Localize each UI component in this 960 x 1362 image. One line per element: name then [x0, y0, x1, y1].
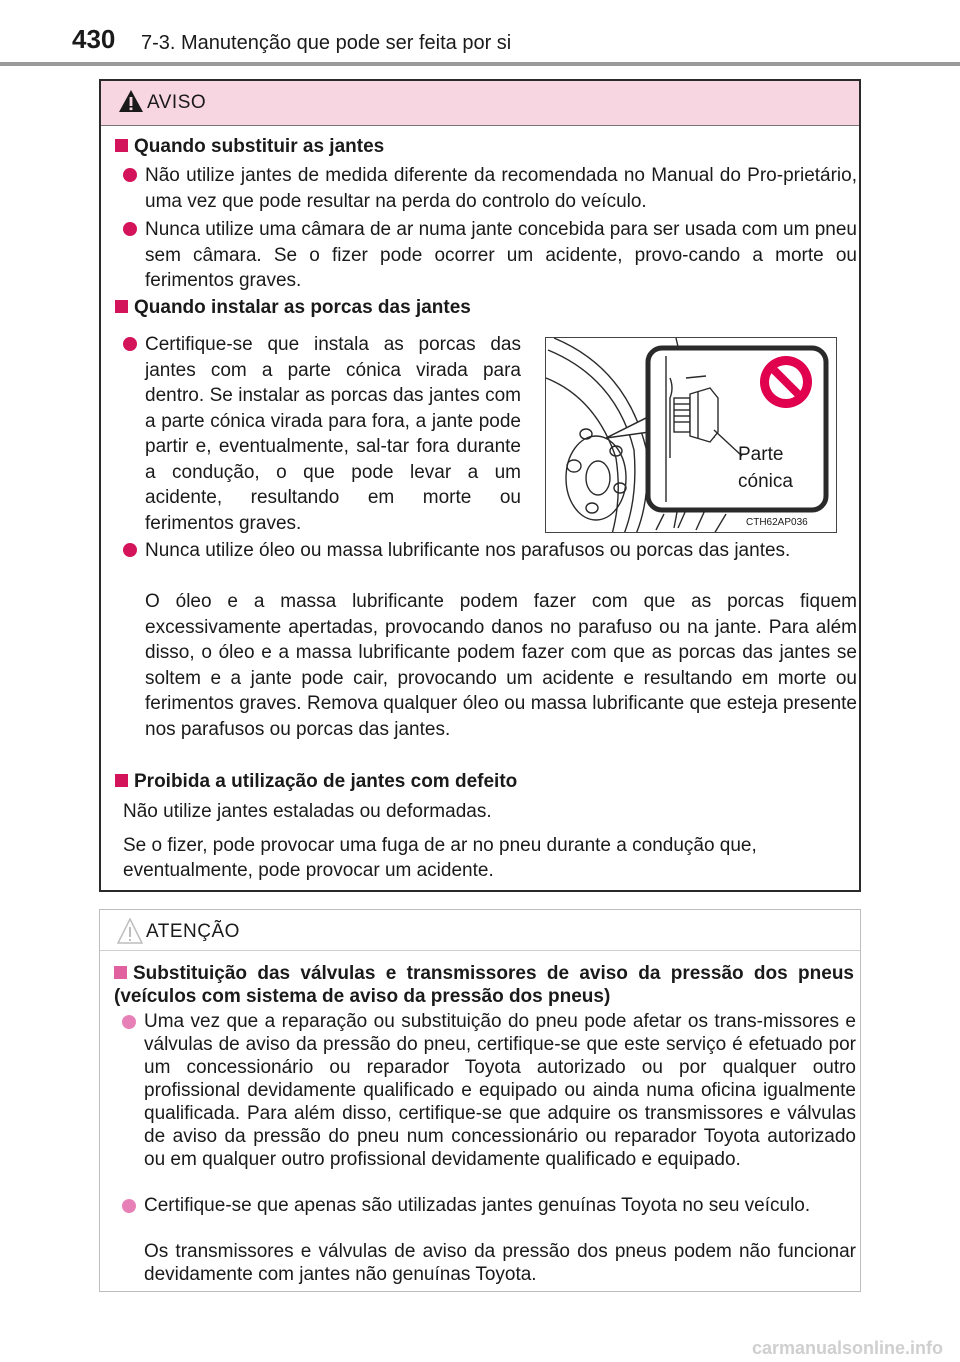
header-rule [0, 62, 960, 66]
bullet-dot-icon [123, 337, 137, 351]
bullet-dot-icon [123, 168, 137, 182]
section-heading-tpms: Substituição das válvulas e transmissores de aviso da pressão dos pneus (veículos com sistema de aviso da pressão dos pneus) [114, 963, 854, 1007]
bullet-dot-icon [122, 1199, 136, 1213]
watermark: carmanualsonline.info [752, 1338, 944, 1358]
warning-box [99, 79, 861, 892]
bullet-dot-icon [123, 222, 137, 236]
caution-header [100, 910, 860, 951]
section-heading-replace-wheels: Quando substituir as jantes [115, 136, 384, 158]
section-heading-defective-wheels: Proibida a utilização de jantes com defeito [115, 771, 517, 793]
list-item: Não utilize jantes de medida diferente da recomendada no Manual do Pro-prietário, uma vez que pode resultar na perda do controlo do veículo. [123, 163, 857, 214]
wheel-nut-illustration [545, 337, 837, 533]
section-square-icon [115, 139, 128, 152]
section-square-icon [115, 774, 128, 787]
section-heading-wheel-nuts: Quando instalar as porcas das jantes [115, 297, 471, 319]
list-item-continuation: O óleo e a massa lubrificante podem fazer com que as porcas fiquem excessivamente apertadas, provocando danos no parafuso ou na jante. Para além disso, o óleo e a massa lubrificante podem fazer com que as porcas das jantes se soltem e a jante pode cair, provocando um acidente e resultando em morte ou ferimentos graves. Remova qualquer óleo ou massa lubrificante que esteja presente nos parafusos ou porcas das jantes. [145, 591, 857, 740]
paragraph: Não utilize jantes estaladas ou deformadas. [123, 801, 492, 822]
bullet-dot-icon [122, 1015, 136, 1029]
caution-triangle-icon [117, 918, 143, 944]
caution-title: ATENÇÃO [146, 921, 240, 942]
warning-header [101, 81, 859, 126]
list-item: Certifique-se que apenas são utilizadas jantes genuínas Toyota no seu veículo. [122, 1194, 856, 1217]
warning-title: AVISO [147, 92, 207, 113]
list-item: Certifique-se que instala as porcas das jantes com a parte cónica virada para dentro. Se instalar as porcas das jantes com a parte cónica virada para fora, a jante pode partir e, eventualmente, sal-tar fora durante a condução, o que pode levar a um acidente, resultando em morte ou ferimentos graves. [123, 332, 521, 536]
list-item-continuation: Os transmissores e válvulas de aviso da pressão dos pneus podem não funcionar devidamente com jantes não genuínas Toyota. [144, 1241, 856, 1285]
caution-box [99, 909, 861, 1292]
figure-callout-label: Parte cónica [738, 444, 793, 492]
list-item: Nunca utilize uma câmara de ar numa jante concebida para ser usada com um pneu sem câmara. Se o fizer pode ocorrer um acidente, provo-cando a morte ou ferimentos graves. [123, 217, 857, 294]
page-header [0, 0, 960, 70]
list-item: Nunca utilize óleo ou massa lubrificante nos parafusos ou porcas das jantes. [123, 538, 857, 564]
list-item: Uma vez que a reparação ou substituição do pneu pode afetar os trans-missores e válvulas de aviso da pressão do pneu, certifique-se que este serviço é efetuado por um concessionário ou reparador Toyota autorizado ou por qualquer outro profissional devidamente qualificado e equipado ou ainda numa oficina igualmente qualificada. Para além disso, certifique-se que adquire os transmissores e válvulas de aviso da pressão do pneu num concessionário ou reparador Toyota autorizado ou em qualquer outro profissional devidamente qualificado e equipado. [122, 1010, 856, 1171]
figure-code: CTH62AP036 [746, 517, 808, 528]
prohibition-icon [760, 356, 812, 408]
chapter-title: 7-3. Manutenção que pode ser feita por si [141, 32, 512, 54]
page-number: 430 [72, 24, 116, 54]
section-square-icon [114, 966, 127, 979]
paragraph: Se o fizer, pode provocar uma fuga de ar no pneu durante a condução que, eventualmente, pode provocar um acidente. [123, 835, 757, 881]
warning-triangle-icon [118, 89, 144, 113]
bullet-dot-icon [123, 543, 137, 557]
wheel-hub-drawing [546, 338, 837, 533]
section-square-icon [115, 300, 128, 313]
